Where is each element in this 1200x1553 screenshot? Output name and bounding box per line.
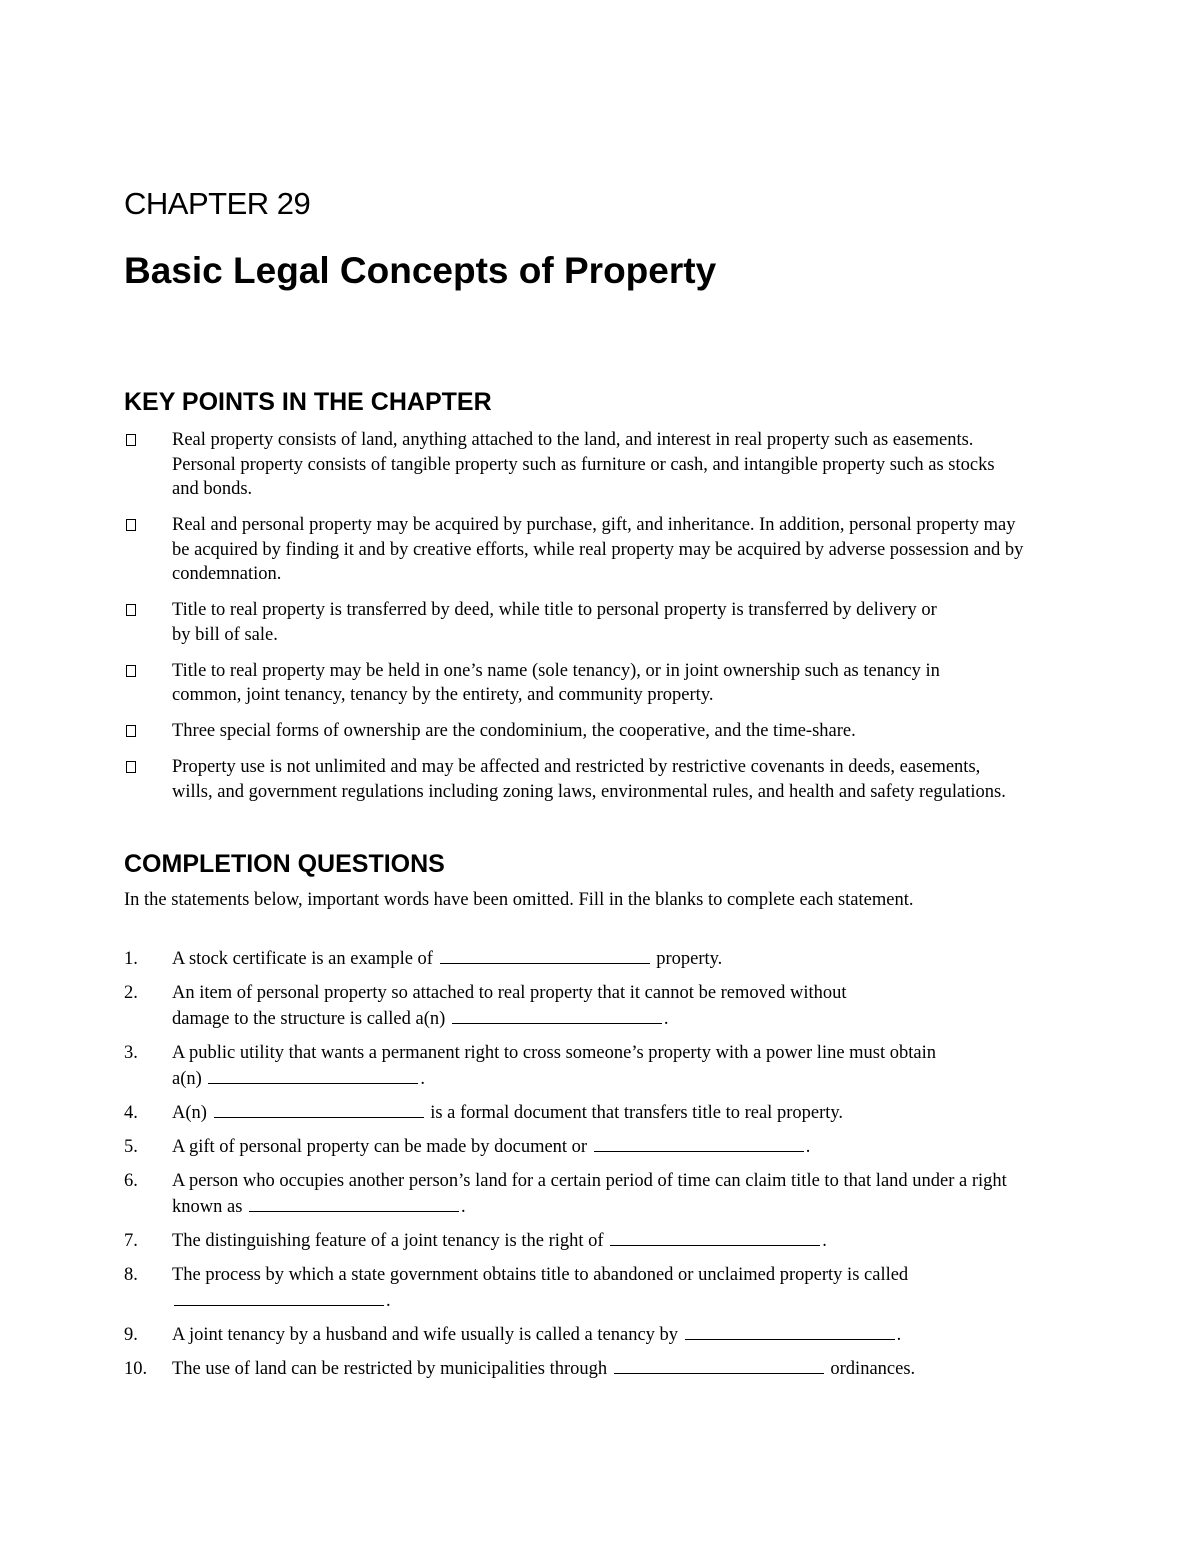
square-bullet-icon [124,755,172,804]
key-point-item [124,598,1024,647]
question-before: The process by which a state government obtains title to abandoned or unclaimed property is called [172,1265,909,1285]
question-number: 3. [124,1043,138,1063]
key-point-text: Property use is not unlimited and may be affected and restricted by restrictive covenants in deeds, easements, wills, and government regulations including zoning laws, environmental rules, and health and safety regulations. [172,757,1006,802]
question-number: 4. [124,1103,138,1123]
question-number: 7. [124,1231,138,1251]
square-bullet-icon [124,659,172,708]
key-point-text: Real property consists of land, anything attached to the land, and interest in real property such as easements. Personal property consists of tangible property such as furniture or cash, and intangible property such as stocks and bonds. [172,430,995,499]
chapter-title: Basic Legal Concepts of Property [124,250,717,291]
question-before: A person who occupies another person’s land for a certain period of time can claim title to that land under a right known as [172,1171,1007,1217]
answer-blank[interactable] [214,1101,424,1118]
question-after: property. [656,949,723,969]
key-points-list [124,428,1024,816]
question-item [124,1168,1024,1220]
question-number: 5. [124,1137,138,1157]
question-number: 8. [124,1265,138,1285]
square-bullet-icon [124,513,172,587]
answer-blank[interactable] [440,947,650,964]
key-point-text: Title to real property may be held in one’s name (sole tenancy), or in joint ownership such as tenancy in common, joint tenancy, tenancy by the entirety, and community property. [172,660,940,705]
question-text [172,980,1024,1032]
key-point-item [124,513,1024,587]
question-before: The use of land can be restricted by municipalities through [172,1359,608,1379]
question-text [172,1040,1024,1092]
question-before: A gift of personal property can be made by document or [172,1137,588,1157]
question-after: is a formal document that transfers title to real property. [430,1103,844,1123]
key-point-text: Real and personal property may be acquired by purchase, gift, and inheritance. In addition, personal property may be acquired by finding it and by creative efforts, while real property may be acquired by adverse possession and by condemnation. [172,515,1024,584]
answer-blank[interactable] [452,1007,662,1024]
question-number: 10. [124,1359,148,1379]
question-text [172,1322,1024,1348]
question-after: ordinances. [830,1359,916,1379]
question-text [172,1356,1024,1382]
question-number: 1. [124,949,138,969]
question-after: . [386,1291,391,1311]
answer-blank[interactable] [594,1135,804,1152]
completion-list [124,946,1024,1390]
question-text [172,946,1024,972]
completion-heading: COMPLETION QUESTIONS [124,850,445,878]
question-item [124,1100,1024,1126]
answer-blank[interactable] [610,1229,820,1246]
key-point-text: Three special forms of ownership are the condominium, the cooperative, and the time-share. [172,721,856,741]
question-number: 9. [124,1325,138,1345]
square-bullet-icon [124,598,172,647]
completion-intro: In the statements below, important words have been omitted. Fill in the blanks to complete each statement. [124,890,914,910]
answer-blank[interactable] [685,1323,895,1340]
question-item [124,1356,1024,1382]
question-item [124,1040,1024,1092]
question-number: 2. [124,983,138,1003]
chapter-label: CHAPTER 29 [124,186,311,221]
question-item [124,980,1024,1032]
question-before: A public utility that wants a permanent right to cross someone’s property with a power line must obtain a(n) [172,1043,937,1089]
question-before: A joint tenancy by a husband and wife usually is called a tenancy by [172,1325,679,1345]
question-item [124,1262,1024,1314]
question-item [124,1322,1024,1348]
question-after: . [896,1325,902,1345]
question-item [124,946,1024,972]
question-after: . [663,1009,669,1029]
question-text [172,1100,1024,1126]
question-text [172,1262,1024,1314]
key-point-item [124,659,1024,708]
key-point-text: Title to real property is transferred by deed, while title to personal property is transferred by delivery or by bill of sale. [172,600,937,645]
key-points-heading: KEY POINTS IN THE CHAPTER [124,388,492,416]
question-item [124,1134,1024,1160]
question-before: An item of personal property so attached to real property that it cannot be removed without damage to the structure is called a(n) [172,983,847,1029]
key-point-item [124,719,1024,744]
question-text [172,1134,1024,1160]
key-point-item [124,428,1024,502]
question-before: The distinguishing feature of a joint tenancy is the right of [172,1231,604,1251]
question-item [124,1228,1024,1254]
answer-blank[interactable] [208,1067,418,1084]
question-after: . [461,1197,466,1217]
question-after: . [420,1069,426,1089]
question-text [172,1228,1024,1254]
square-bullet-icon [124,428,172,502]
question-text [172,1168,1024,1220]
question-number: 6. [124,1171,138,1191]
question-before: A stock certificate is an example of [172,949,433,969]
question-after: . [805,1137,811,1157]
answer-blank[interactable] [249,1195,459,1212]
answer-blank[interactable] [174,1289,384,1306]
question-after: . [822,1231,827,1251]
key-point-item [124,755,1024,804]
square-bullet-icon [124,719,172,744]
question-before: A(n) [172,1103,207,1123]
answer-blank[interactable] [614,1357,824,1374]
